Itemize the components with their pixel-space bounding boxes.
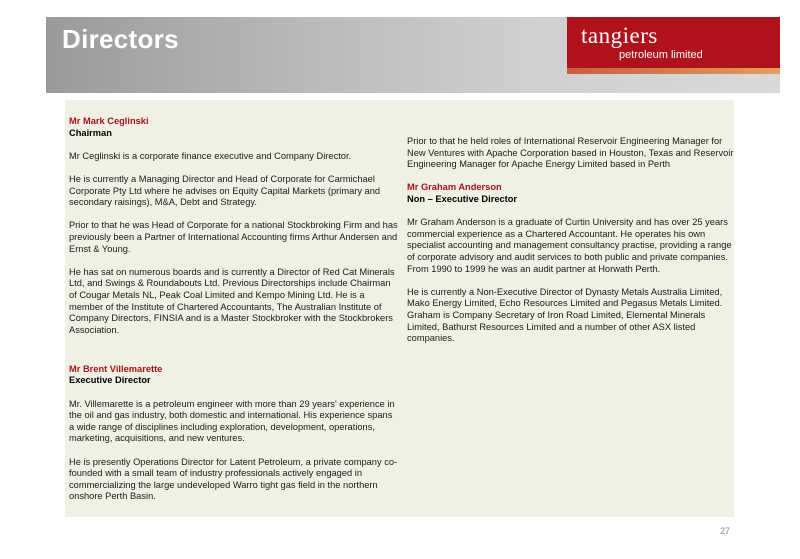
- bio-paragraph: He is presently Operations Director for Latent Petroleum, a private company co-founded with a small team of industry professionals actively engaged in commercializing the large undeveloped Warro tight gas field in the northern onshore Perth Basin.: [69, 456, 398, 502]
- logo-wordmark: tangiers: [581, 23, 658, 48]
- bio-paragraph: Prior to that he was Head of Corporate for a national Stockbroking Firm and has previously been a Partner of International Accounting firms Arthur Andersen and Ernst & Young.: [69, 220, 398, 254]
- director-role: Chairman: [69, 127, 112, 138]
- bio-paragraph: Mr Graham Anderson is a graduate of Curtin University and has over 25 years commercial experience as a Chartered Accountant. He operates his own specialist accounting and management consultancy practise, providing a range of corporate advisory and audit services to both public and private companies. From 1990 to 1999 he was an audit partner at Horwath Perth.: [407, 217, 732, 274]
- director-role: Non – Executive Director: [407, 193, 518, 204]
- bio-paragraph: Mr Ceglinski is a corporate finance executive and Company Director.: [69, 150, 352, 161]
- page-number: 27: [720, 526, 731, 536]
- left-column: [69, 116, 399, 515]
- bio-paragraph: Mr. Villemarette is a petroleum engineer with more than 29 years' experience in the oil and gas industry, both domestic and international. His experience spans a wide range of disciplines including exploration, development, operations, marketing, acquisitions, and new ventures.: [69, 398, 395, 444]
- page-title: Directors: [62, 24, 179, 54]
- bio-paragraph: He has sat on numerous boards and is currently a Director of Red Cat Minerals Ltd, and Swings & Roundabouts Ltd. Previous Directorships include Chairman of Cougar Metals NL, Peak Coal Limited and Kempo Mining Ltd. He is a member of the Institute of Chartered Accountants, The Australian Institute of Company Directors, FINSIA and is a Master Stockbroker with the Stockbrokers Association.: [69, 266, 395, 335]
- header-banner: [46, 17, 780, 93]
- logo-subtitle: petroleum limited: [619, 49, 703, 61]
- director-name: Mr Graham Anderson: [407, 182, 502, 193]
- director-role: Executive Director: [69, 375, 151, 386]
- logo-stripe: [567, 68, 780, 74]
- right-column: [407, 136, 734, 356]
- bio-paragraph: He is currently a Non-Executive Director of Dynasty Metals Australia Limited, Mako Energy Limited, Echo Resources Limited and Pegasus Metals Limited. Graham is Company Secretary of Iron Road Limited, Elemental Minerals Limited, Bathurst Resources Limited and a number of other ASX listed companies.: [407, 286, 723, 344]
- bio-paragraph: Prior to that he held roles of International Reservoir Engineering Manager for New Ventures with Apache Corporation based in Houston, Texas and Reservoir Engineering Manager for Apache Energy Limited based in Perth: [407, 136, 734, 170]
- bio-paragraph: He is currently a Managing Director and Head of Corporate for Carmichael Corporate Pty Ltd where he advises on Equity Capital Markets (primary and secondary raisings), M&A, Debt and Strategy.: [69, 173, 381, 208]
- director-name: Mr Mark Ceglinski: [69, 116, 149, 126]
- director-name: Mr Brent Villemarette: [69, 363, 163, 374]
- company-logo: [567, 17, 780, 74]
